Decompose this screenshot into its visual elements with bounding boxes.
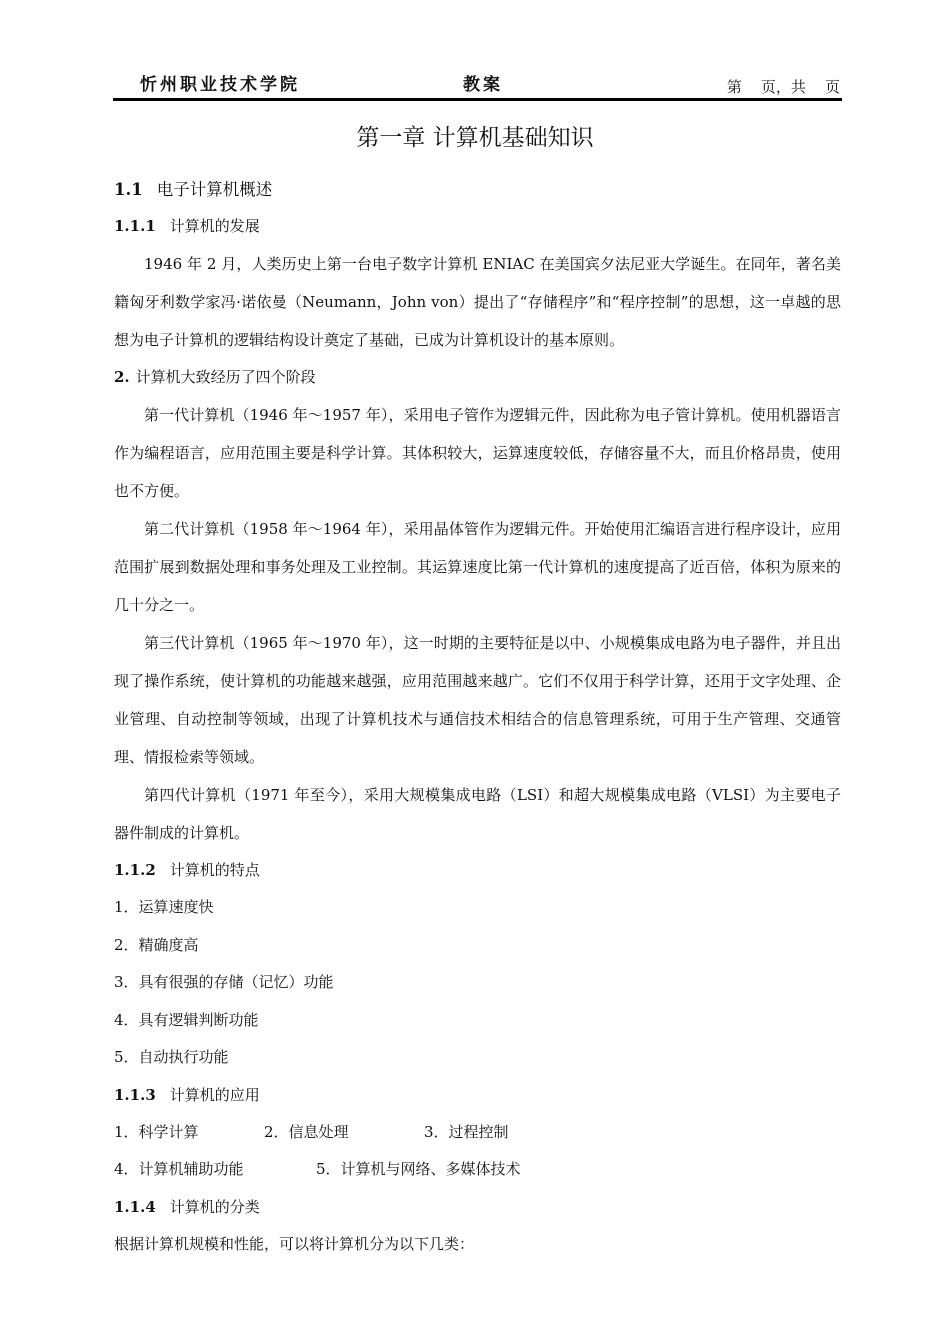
section-number: 1.1.4	[114, 1197, 156, 1216]
section-1-1-3-heading	[114, 1077, 841, 1114]
section-number: 2.	[114, 368, 130, 386]
section-number: 1.1	[114, 180, 143, 199]
application-row	[114, 1114, 841, 1152]
feature-item: 5．自动执行功能	[114, 1048, 229, 1066]
section-title: 计算机的分类	[169, 1197, 260, 1216]
generation-1-paragraph: 第一代计算机（1946 年～1957 年），采用电子管作为逻辑元件，因此称为电子管计算机。使用机器语言作为编程语言，应用范围主要是科学计算。其体积较大，运算速度较低，存储容量不大，而且价格昂贵，使用也不方便。	[114, 406, 841, 500]
section-number: 1.1.3	[114, 1085, 156, 1104]
feature-item: 2．精确度高	[114, 935, 199, 954]
application-item: 1．科学计算	[114, 1122, 199, 1141]
section-title: 计算机的发展	[169, 217, 260, 235]
document-body	[114, 166, 841, 1263]
document-type: 教案	[463, 75, 503, 95]
generation-3-paragraph: 第三代计算机（1965 年～1970 年），这一时期的主要特征是以中、小规模集成电路为电子器件，并且出现了操作系统，使计算机的功能越来越强，应用范围越来越广。它们不仅用于科学计算，还用于文字处理、企业管理、自动控制等领域，出现了计算机技术与通信技术相结合的信息管理系统，可用于生产管理、交通管理、情报检索等领域。	[114, 634, 841, 766]
page-counter: 第 页，共 页	[726, 78, 840, 96]
feature-item: 4．具有逻辑判断功能	[114, 1010, 259, 1029]
application-item: 4．计算机辅助功能	[114, 1160, 244, 1178]
school-name: 忻州职业技术学院	[140, 75, 300, 95]
section-title: 计算机的应用	[169, 1085, 260, 1104]
feature-item: 1．运算速度快	[114, 898, 214, 916]
four-stages-heading	[114, 359, 841, 396]
generation-2-paragraph: 第二代计算机（1958 年～1964 年），采用晶体管作为逻辑元件。开始使用汇编语言进行程序设计，应用范围扩展到数据处理和事务处理及工业控制。其运算速度比第一代计算机的速度提高了近百倍，体积为原来的几十分之一。	[114, 520, 841, 614]
page-header	[113, 66, 842, 100]
eniac-paragraph: 1946 年 2 月，人类历史上第一台电子数字计算机 ENIAC 在美国宾夕法尼亚大学诞生。在同年，著名美籍匈牙利数学家冯·诺依曼（Neumann，John von）提出了“存储程序”和“程序控制”的思想，这一卓越的思想为电子计算机的逻辑结构设计奠定了基础，已成为计算机设计的基本原则。	[114, 255, 841, 349]
classification-intro: 根据计算机规模和性能，可以将计算机分为以下几类：	[114, 1234, 475, 1253]
section-1-1-4-heading	[114, 1189, 841, 1226]
application-item: 3．过程控制	[424, 1122, 509, 1141]
section-title: 计算机的特点	[169, 861, 260, 879]
feature-item: 3．具有很强的存储（记忆）功能	[114, 973, 334, 991]
section-1-1-1-heading	[114, 208, 841, 245]
section-number: 1.1.1	[114, 217, 156, 235]
header-rule	[113, 98, 842, 101]
application-item: 5．计算机与网络、多媒体技术	[316, 1160, 521, 1178]
application-row	[114, 1151, 841, 1189]
section-1-1-heading	[114, 172, 841, 208]
application-item: 2．信息处理	[264, 1122, 349, 1141]
section-title: 电子计算机概述	[156, 180, 273, 199]
section-title: 计算机大致经历了四个阶段	[135, 368, 316, 386]
generation-4-paragraph: 第四代计算机（1971 年至今），采用大规模集成电路（LSI）和超大规模集成电路（VLSI）为主要电子器件制成的计算机。	[114, 786, 841, 842]
chapter-title: 第一章 计算机基础知识	[356, 125, 594, 151]
section-1-1-2-heading	[114, 852, 841, 889]
section-number: 1.1.2	[114, 861, 156, 879]
